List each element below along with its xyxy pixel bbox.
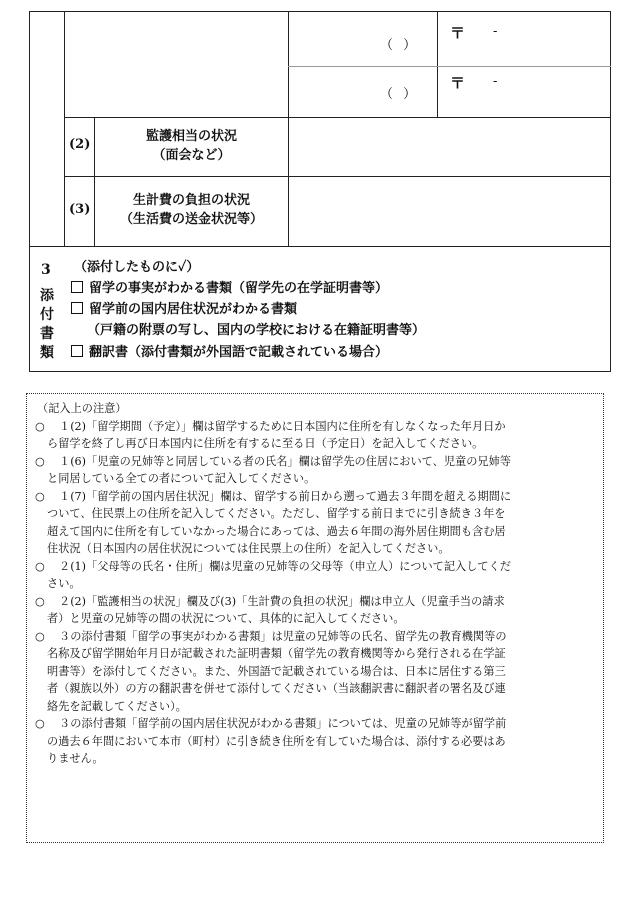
bullet-circle-icon: ○: [35, 454, 45, 468]
checkbox[interactable]: [71, 302, 83, 314]
row2-number: (2): [69, 137, 91, 152]
bullet-circle-icon: ○: [35, 559, 45, 573]
row-line-1: [288, 66, 611, 67]
note-line: 絡先を記載してください）。: [47, 699, 187, 713]
attachment-intro: （添付したものに✓）: [74, 260, 200, 275]
address-row-2-paren: （ ）: [380, 87, 420, 102]
zip-dash: -: [493, 24, 498, 39]
note-line: ら留学を終了し再び日本国内に住所を有するに至る日（予定日）を記入してください。: [47, 437, 484, 450]
section3-vertical-title: 添 付 書 類: [40, 288, 54, 361]
row-line-2: [64, 117, 611, 118]
attachment-item-2-sub: （戸籍の附票の写し、国内の学校における在籍証明書等）: [87, 323, 426, 338]
checkbox[interactable]: [71, 345, 83, 357]
bullet-circle-icon: ○: [35, 629, 45, 643]
row3-number: (3): [69, 202, 91, 217]
bullet-circle-icon: ○: [35, 594, 45, 608]
note-line: １(7)「留学前の国内居住状況」欄は、留学する前日から遡って過去３年間を超える期間に: [59, 489, 512, 503]
note-item: [33, 453, 597, 488]
note-line: さい。: [47, 577, 81, 590]
note-item: [33, 715, 597, 768]
zip-mark-icon: 〒: [450, 24, 466, 42]
note-line: 者（親族以外）の方の翻訳書を併せて添付してください（当該翻訳書に翻訳者の署名及び連: [47, 682, 506, 695]
note-item: [33, 558, 597, 593]
col-line-c: [288, 11, 289, 246]
notes-box: [26, 393, 604, 843]
note-line: ついて、住民票上の住所を記入してください。ただし、留学する前日までに引き続き３年を: [47, 507, 506, 520]
note-line: ２(2)「監護相当の状況」欄及び(3)「生計費の負担の状況」欄は申立人（児童手当の請求: [59, 594, 505, 608]
note-line: 者）と児童の兄姉等の間の状況について、具体的に記入してください。: [47, 612, 405, 625]
note-line: ３の添付書類「留学前の国内居住状況がわかる書類」については、児童の兄姉等が留学前: [59, 717, 507, 730]
attachment-item-3[interactable]: 翻訳書（添付書類が外国語で記載されている場合）: [71, 343, 388, 363]
address-row-1-paren: （ ）: [380, 38, 420, 53]
section3-number: 3: [41, 262, 51, 278]
zip-dash: -: [493, 74, 498, 89]
zip-mark-icon: 〒: [450, 74, 466, 92]
notes-title: （記入上の注意）: [37, 402, 127, 415]
row2-label: 監護相当の状況 （面会など）: [145, 129, 237, 163]
note-line: 名称及び留学開始年月日が記載された証明書類（留学先の教育機関等から発行される在学証: [47, 647, 506, 660]
col-line-a: [64, 11, 65, 246]
row-line-4: [29, 246, 611, 247]
note-line: ２(1)「父母等の氏名・住所」欄は児童の兄姉等の父母等（申立人）について記入してくだ: [59, 559, 511, 573]
note-line: と同居している全ての者について記入してください。: [47, 472, 316, 485]
bullet-circle-icon: ○: [35, 419, 45, 433]
attachment-item-1[interactable]: 留学の事実がわかる書類（留学先の在学証明書等）: [71, 279, 388, 299]
col-line-d: [437, 11, 438, 117]
note-line: １(6)「児童の兄姉等と同居している者の氏名」欄は留学先の住居において、児童の兄姉等: [59, 454, 511, 468]
note-item: [33, 593, 597, 628]
note-line: ３の添付書類「留学の事実がわかる書類」は児童の兄姉等の氏名、留学先の教育機関等の: [59, 629, 507, 643]
note-line: 住状況（日本国内の居住状況については住民票上の住所）を記入してください。: [47, 542, 450, 555]
note-item: [33, 418, 597, 453]
note-line: 超えて国内に住所を有していなかった場合にあっては、過去６年間の海外居住期間も含む居: [47, 524, 506, 538]
notes-list: [33, 418, 597, 768]
note-item: [33, 628, 597, 716]
row-line-3: [64, 176, 611, 177]
note-line: １(2)「留学期間（予定）」欄は留学するために日本国内に住所を有しなくなった年月日か: [59, 419, 506, 433]
note-line: の過去６年間において本市（町村）に引き続き住所を有していた場合は、添付する必要はあ: [47, 734, 506, 748]
checkbox[interactable]: [71, 281, 83, 293]
attachment-item-2[interactable]: 留学前の国内居住状況がわかる書類: [71, 300, 297, 320]
row3-label: 生計費の負担の状況 （生活費の送金状況等）: [119, 193, 263, 227]
note-line: 明書等）を添付してください。また、外国語で記載されている場合は、日本に居住する第三: [47, 664, 506, 678]
bullet-circle-icon: ○: [35, 489, 45, 503]
note-item: [33, 488, 597, 558]
note-line: りません。: [47, 752, 104, 765]
bullet-circle-icon: ○: [35, 717, 45, 730]
